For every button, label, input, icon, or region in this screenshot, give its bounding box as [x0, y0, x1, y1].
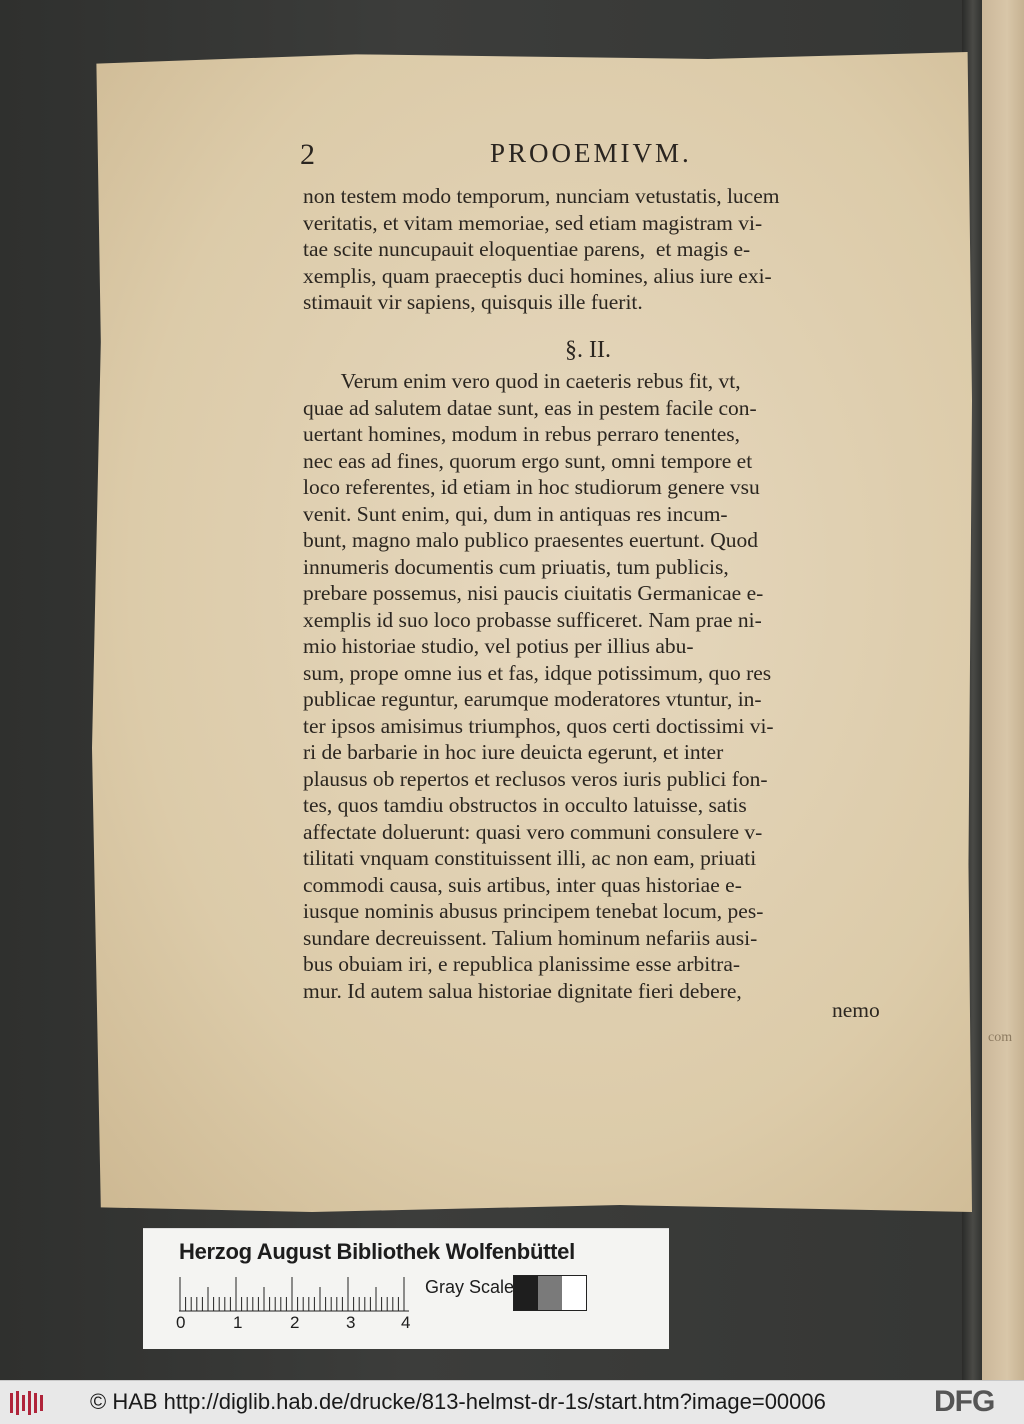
running-head: PROOEMIVM. — [490, 138, 692, 168]
ruler-number: 0 — [176, 1313, 186, 1332]
page-number: 2 — [300, 138, 315, 171]
ruler-number: 2 — [290, 1313, 300, 1332]
ruler-scale — [179, 1271, 411, 1315]
dfg-logo: DFG — [934, 1385, 995, 1418]
paragraph-2: Verum enim vero quod in caeteris rebus fit, vt, quae ad salutem datae sunt, eas in pestem facile con- uertant homines, modum in rebus perraro tenentes, nec eas ad fines, quorum ergo sunt, omni tempore et loco referentes, id etiam in hoc studiorum genere vsu venit. Sunt enim, qui, dum in antiquas res incum- bunt, magno malo publico praesentes euertunt. Quod innumeris documentis cum priuatis, tum publicis, prebare possemus, nisi paucis ciuitatis Germanicae e- xemplis id suo loco probasse sufficeret. Nam prae ni- mio historiae studio, vel potius per illius abu- sum, prope omne ius et fas, idque potissimum, quo res publicae reguntur, earumque moderatores vtuntur, in- ter ipsos amisimus triumphos, quos certi doctissimi vi- ri de barbarie in hoc iure deuicta egerunt, et inter plausus ob repertos et reclusos veros iuris publici fon- tes, quos tamdiu obstructos in occulto latuisse, satis affectate doluerunt: quasi vero communi consulere v- tilitati vnquam constituissent illi, ac non eam, priuati commodi causa, suis artibus, inter quas historiae e- iusque nominis abusus principem tenebat locum, pes- sundare decreuissent. Talium hominum nefariis ausi- bus obuiam iri, e republica planissime esse arbitra- mur. Id autem salua historiae dignitate fieri debere, — [303, 369, 774, 1003]
gray-swatch-dark — [514, 1276, 538, 1310]
catchword: nemo — [832, 998, 880, 1022]
copyright-link[interactable]: © HAB http://diglib.hab.de/drucke/813-helmst-dr-1s/start.htm?image=00006 — [90, 1389, 826, 1414]
gray-scale-label: Gray Scale — [425, 1277, 515, 1297]
section-heading: §. II. — [565, 337, 611, 363]
page-header — [300, 138, 900, 172]
facing-page-fragment: com — [988, 1030, 1013, 1045]
gray-swatch-light — [562, 1276, 586, 1310]
facing-page-edge — [982, 0, 1024, 1380]
gray-swatch-mid — [538, 1276, 562, 1310]
ruler-numbers — [143, 1313, 443, 1333]
hab-logo-icon — [8, 1389, 48, 1417]
viewer-footer — [0, 1380, 1024, 1424]
ruler-number: 3 — [346, 1313, 356, 1332]
ruler-number: 4 — [401, 1313, 411, 1332]
library-label-card — [143, 1228, 669, 1349]
gray-scale-swatch — [513, 1275, 587, 1311]
library-name: Herzog August Bibliothek Wolfenbüttel — [179, 1239, 575, 1264]
ruler-number: 1 — [233, 1313, 243, 1332]
paragraph-1: non testem modo temporum, nunciam vetustatis, lucem veritatis, et vitam memoriae, sed etiam magistram vi- tae scite nuncupauit eloquentiae parens, et magis e- xemplis, quam praeceptis duci homines, alius iure exi- stimauit vir sapiens, quisquis ille fuerit. — [303, 184, 780, 314]
